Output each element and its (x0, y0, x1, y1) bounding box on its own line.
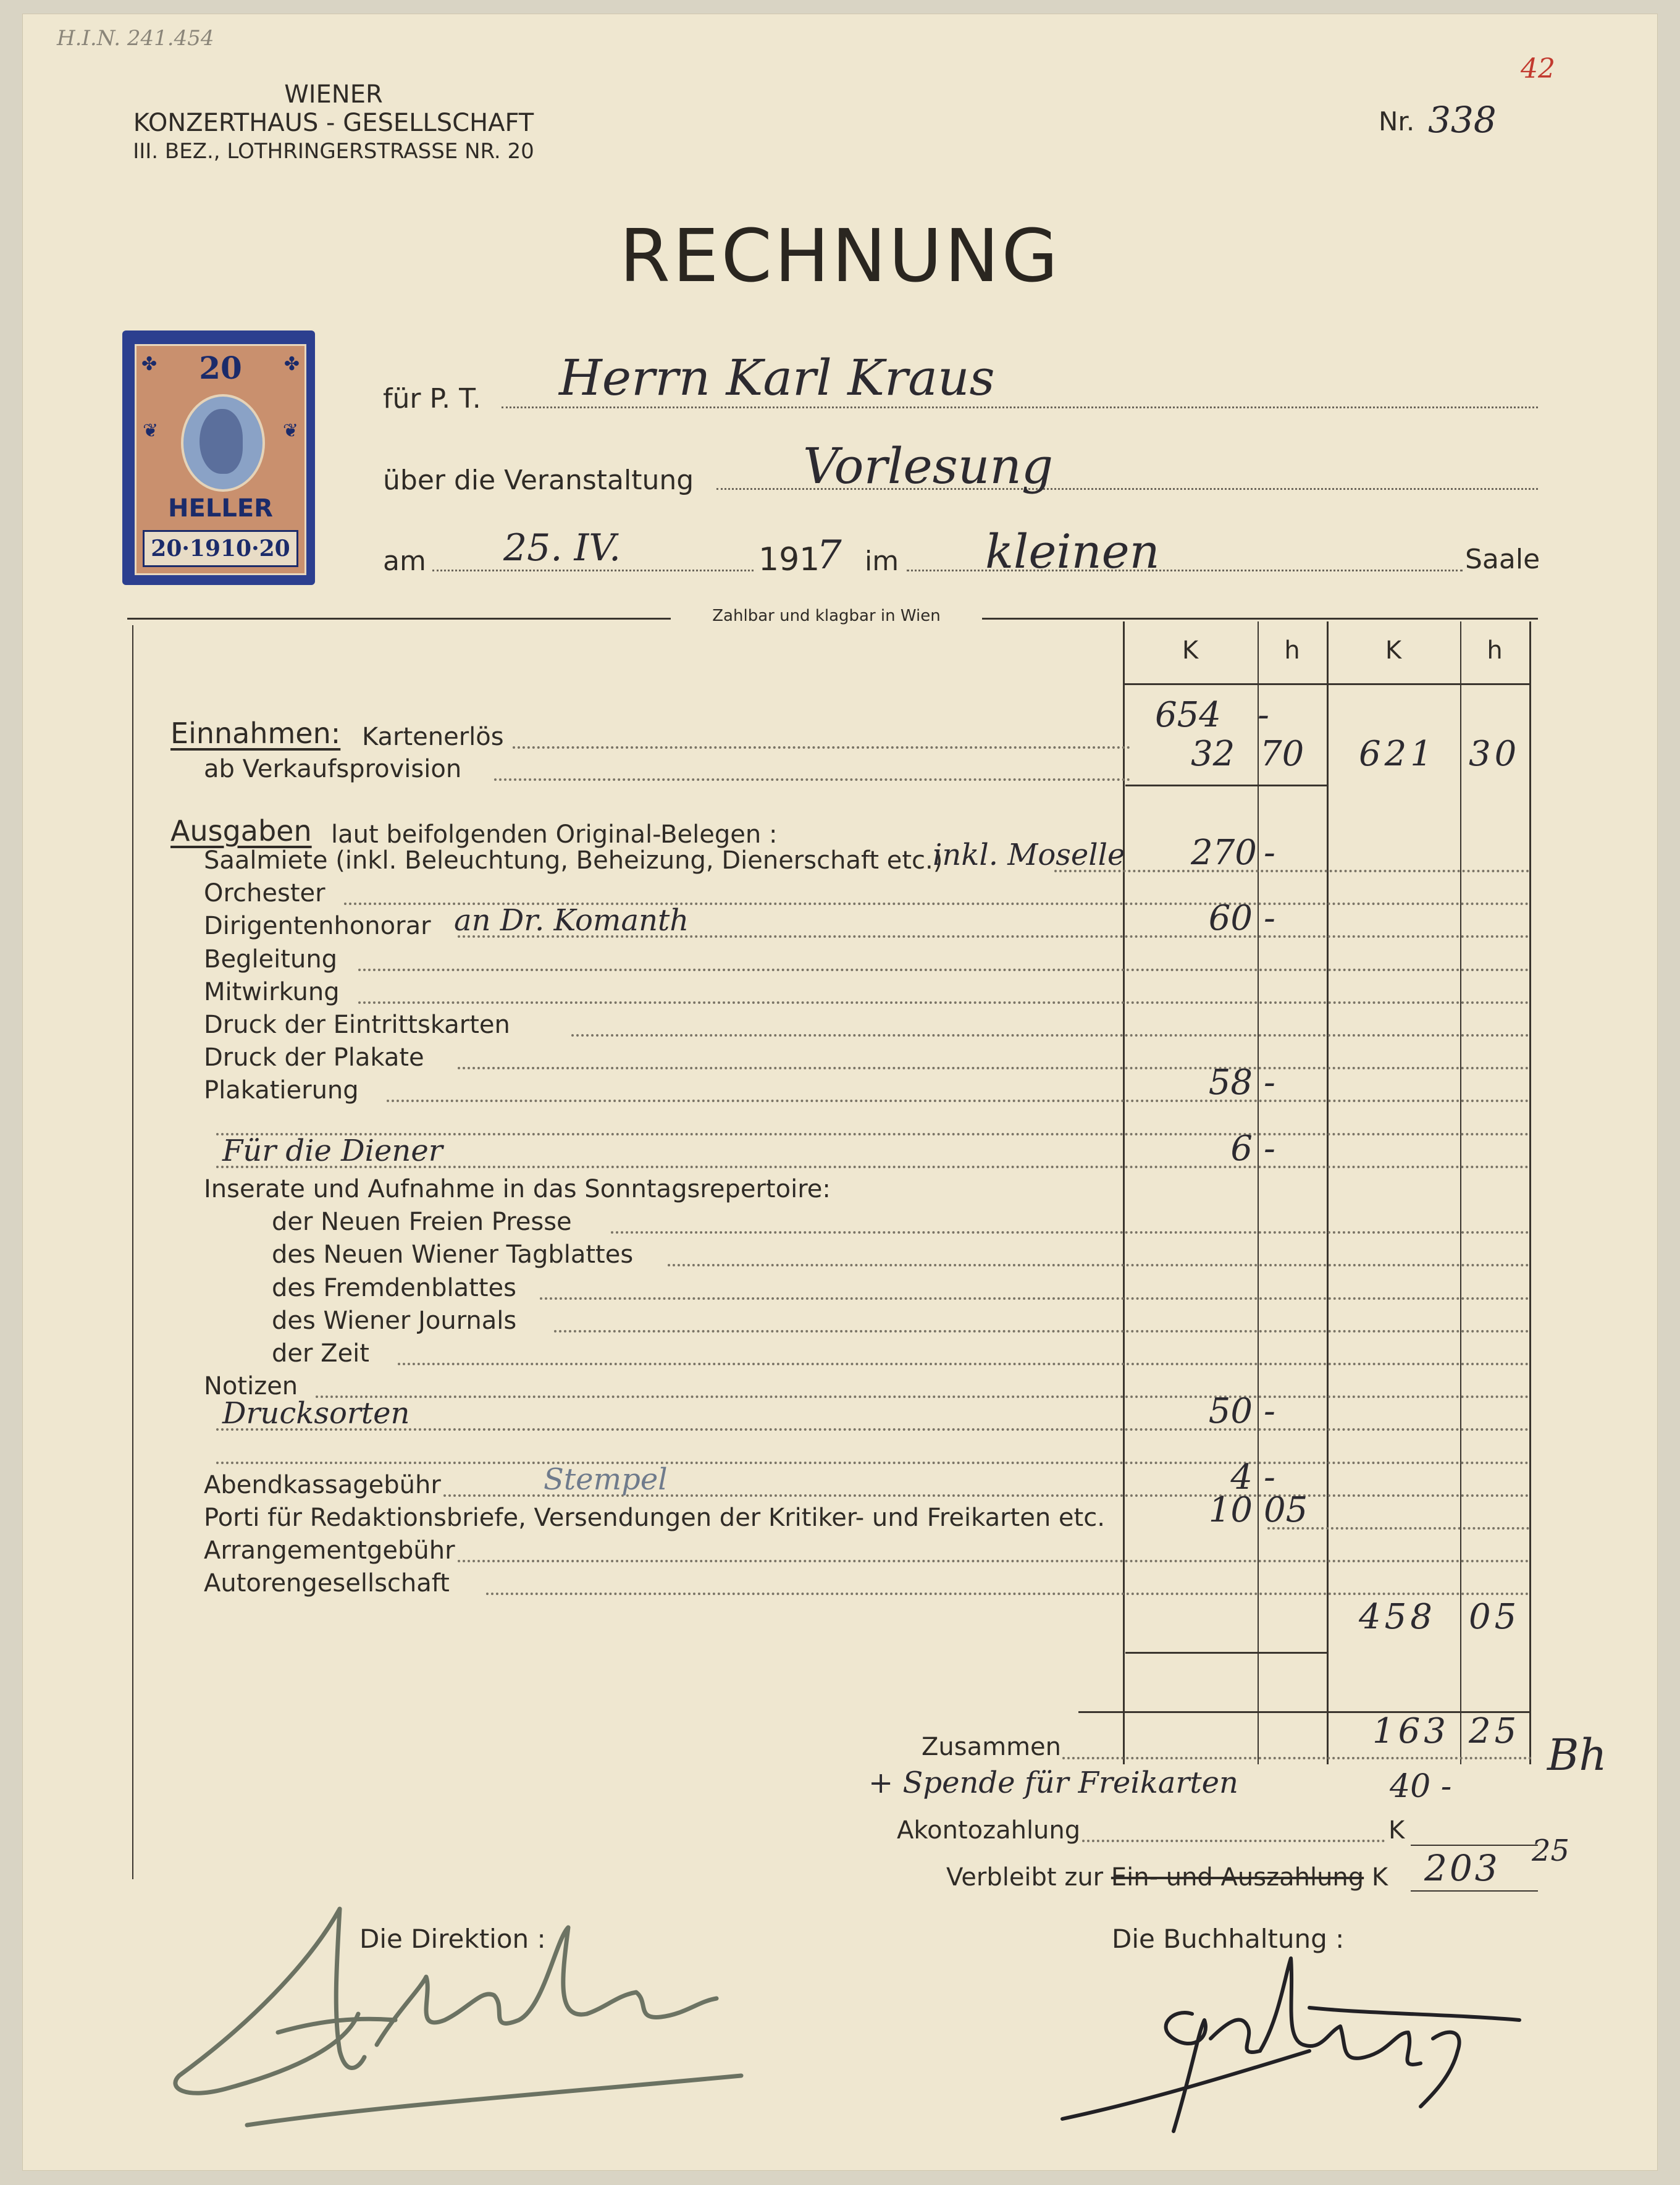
einnahmen-row1-h: - (1258, 695, 1269, 735)
ausgaben-row-label: des Neuen Wiener Tagblattes (272, 1240, 634, 1269)
archive-note: H.I.N. 241.454 (57, 26, 214, 51)
verbleibt-cents: 25 (1532, 1833, 1570, 1868)
totals-rule (1078, 1711, 1531, 1713)
ausgaben-row-label: der Zeit (272, 1339, 369, 1368)
ausgaben-row-h: - (1264, 898, 1275, 938)
leader-dots (216, 1428, 1529, 1431)
ausgaben-row-h: - (1264, 1063, 1275, 1103)
rule-left (127, 618, 671, 620)
year-digit: 7 (817, 533, 842, 578)
verbleibt-value: 203 (1424, 1847, 1500, 1889)
am-label: am (383, 545, 426, 577)
letterhead-line1: WIENER (284, 80, 383, 109)
number-value: 338 (1428, 99, 1497, 141)
hall-name: kleinen (985, 524, 1160, 579)
zusammen-label: Zusammen (922, 1733, 1061, 1761)
einnahmen-row2-k: 32 (1191, 734, 1235, 774)
ausgaben-row-k: 60 (1208, 898, 1253, 938)
letterhead (124, 80, 544, 166)
year-prefix: 191 (758, 541, 820, 578)
einnahmen-row2-h: 70 (1260, 734, 1304, 774)
fuer-line (502, 406, 1538, 408)
date-line (432, 570, 754, 571)
ausgaben-row-label: Mitwirkung (204, 978, 340, 1006)
einnahmen-row1-label: Kartenerlös (362, 723, 504, 751)
revenue-stamp (122, 330, 315, 585)
ausgaben-row-k: 58 (1208, 1063, 1253, 1103)
einnahmen-row2-label: ab Verkaufsprovision (204, 755, 462, 783)
ausgaben-row-note: Drucksorten (222, 1396, 410, 1431)
ausgaben-row-label: Saalmiete (inkl. Beleuchtung, Beheizung, Dienerschaft etc.) (204, 846, 943, 875)
leader-dots (458, 1560, 1529, 1562)
veranstaltung-label: über die Veranstaltung (383, 465, 694, 496)
col-header-h2: h (1487, 636, 1503, 665)
ornament-icon: ❦ (282, 420, 298, 442)
initials: Bh (1547, 1730, 1607, 1780)
leader-dots (1054, 870, 1529, 872)
leader-dots (1062, 1757, 1532, 1759)
ausgaben-row-note: an Dr. Komanth (454, 903, 689, 938)
zusammen-h: 25 (1469, 1711, 1521, 1751)
ausgaben-row-k: 4 (1230, 1457, 1253, 1497)
ausgaben-row-label: Inserate und Aufnahme in das Sonntagsrepertoire: (204, 1175, 831, 1203)
leader-dots (611, 1231, 1529, 1234)
akonto-label: Akontozahlung (897, 1816, 1081, 1845)
saale-label: Saale (1465, 544, 1540, 575)
im-label: im (865, 545, 899, 577)
leader-dots (513, 746, 1130, 749)
leader-dots (554, 1330, 1529, 1332)
stamp-value: 20 (199, 350, 242, 386)
ausgaben-row-label: Druck der Eintrittskarten (204, 1011, 510, 1039)
number-label: Nr. (1379, 106, 1415, 137)
leader-dots (216, 1462, 1529, 1464)
fuer-label: für P. T. (383, 383, 481, 415)
ausgaben-heading: Ausgaben (170, 814, 312, 848)
ausgaben-row-note: inkl. Moselle (933, 838, 1125, 872)
leader-dots (358, 1001, 1529, 1004)
col-header-k2: K (1385, 636, 1402, 665)
ausgaben-total-k: 458 (1359, 1597, 1436, 1637)
event-type: Vorlesung (803, 437, 1054, 495)
ausgaben-total-h: 05 (1469, 1597, 1521, 1637)
leader-dots (316, 1396, 1529, 1398)
ausgaben-intro: laut beifolgenden Original-Belegen : (331, 820, 778, 849)
akonto-currency: K (1388, 1816, 1405, 1845)
rule-right (982, 618, 1538, 620)
ausgaben-row-h: - (1264, 833, 1275, 873)
leader-dots (398, 1363, 1529, 1365)
einnahmen-net-k: 621 (1359, 734, 1436, 774)
page-mark: 42 (1521, 53, 1555, 85)
leader-dots (387, 1100, 1529, 1102)
leader-dots (540, 1297, 1529, 1300)
buchhaltung-signature (1050, 1946, 1544, 2144)
akonto-line (1411, 1845, 1538, 1846)
ornament-icon: ❦ (143, 420, 159, 442)
ausgaben-row-k: 6 (1230, 1129, 1253, 1169)
ausgaben-row-k: 270 (1191, 833, 1257, 873)
emperor-portrait-icon (181, 394, 265, 492)
ausgaben-row-label: Notizen (204, 1372, 298, 1400)
ausgaben-row-note: Stempel (544, 1462, 668, 1497)
einnahmen-net-h: 30 (1469, 734, 1521, 774)
ausgaben-row-k: 10 (1208, 1490, 1253, 1530)
ausgaben-row-label: des Wiener Journals (272, 1307, 517, 1335)
direktion-label: Die Direktion : (359, 1924, 546, 1954)
ausgaben-row-label: Plakatierung (204, 1076, 359, 1105)
leader-dots (494, 778, 1130, 781)
verbleibt-label-pre: Verbleibt zur (946, 1863, 1104, 1892)
spende-value: 40 - (1390, 1768, 1452, 1805)
ornament-icon: ✤ (141, 353, 158, 375)
ausgaben-subtotal-rule (1125, 1652, 1327, 1654)
table-left-border (132, 625, 133, 1879)
col-header-k1: K (1182, 636, 1199, 665)
stamp-currency: HELLER (168, 494, 273, 523)
payable-note: Zahlbar und klagbar in Wien (712, 607, 941, 625)
ornament-icon: ✤ (284, 353, 300, 375)
einnahmen-row1-k: 654 (1155, 695, 1221, 735)
ausgaben-row-label: des Fremdenblattes (272, 1274, 516, 1302)
ausgaben-row-h: - (1264, 1457, 1275, 1497)
leader-dots (486, 1593, 1529, 1595)
spende-label: + Spende für Freikarten (868, 1766, 1238, 1800)
ausgaben-row-label: Abendkassagebühr (204, 1471, 441, 1499)
buchhaltung-label: Die Buchhaltung : (1112, 1924, 1345, 1954)
letterhead-line3: III. BEZ., LOTHRINGERSTRASSE NR. 20 (133, 139, 534, 164)
einnahmen-heading: Einnahmen: (170, 717, 341, 750)
event-date: 25. IV. (503, 526, 621, 570)
recipient-name: Herrn Karl Kraus (559, 349, 995, 406)
leader-dots (571, 1034, 1529, 1037)
direktion-signature (161, 1890, 772, 2137)
leader-dots (1082, 1840, 1385, 1842)
ausgaben-row-label: Arrangementgebühr (204, 1536, 455, 1565)
ausgaben-row-h: - (1264, 1129, 1275, 1169)
letterhead-line2: KONZERTHAUS - GESELLSCHAFT (133, 109, 534, 137)
ausgaben-row-label: Porti für Redaktionsbriefe, Versendungen der Kritiker- und Freikarten etc. (204, 1504, 1105, 1532)
verbleibt-label (946, 1863, 1388, 1892)
ausgaben-row-label: Druck der Plakate (204, 1043, 424, 1072)
zusammen-k: 163 (1372, 1711, 1450, 1751)
subtotal-rule (1125, 785, 1327, 786)
page-title: RECHNUNG (619, 213, 1060, 298)
ausgaben-row-label: Dirigentenhonorar (204, 912, 431, 940)
ausgaben-row-note: Für die Diener (222, 1134, 443, 1168)
leader-dots (358, 969, 1529, 971)
verbleibt-strike: Ein- und Auszahlung (1111, 1863, 1364, 1892)
ausgaben-row-label: der Neuen Freien Presse (272, 1208, 572, 1236)
leader-dots (458, 1067, 1529, 1069)
ausgaben-row-k: 50 (1208, 1391, 1253, 1431)
ausgaben-row-label: Begleitung (204, 945, 338, 974)
header-rule (1123, 683, 1531, 685)
leader-dots (668, 1264, 1529, 1266)
verbleibt-currency: K (1371, 1863, 1388, 1892)
table-right-border (1529, 621, 1531, 1764)
ausgaben-row-h: 05 (1264, 1490, 1308, 1530)
ausgaben-row-h: - (1264, 1391, 1275, 1431)
ausgaben-row-label: Autorengesellschaft (204, 1569, 450, 1598)
ausgaben-row-label: Orchester (204, 879, 326, 907)
verbleibt-line (1411, 1890, 1538, 1892)
stamp-year-bar: 20·1910·20 (143, 530, 298, 567)
col-header-h1: h (1284, 636, 1300, 665)
